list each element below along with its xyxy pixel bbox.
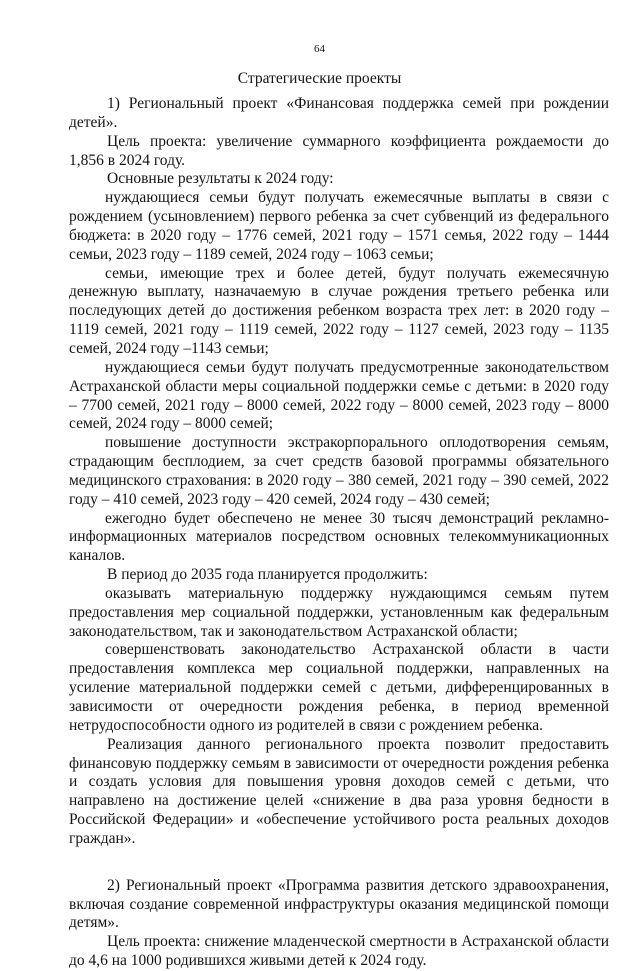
result-advertising: ежегодно будет обеспечено не менее 30 тысяч демонстраций рекламно-информационных материалов посредством основных телекоммуникационных каналов. xyxy=(69,509,609,565)
result-large-family-payments: семьи, имеющие трех и более детей, будут получать ежемесячную денежную выплату, назначаемую в случае рождения третьего ребенка или последующих детей до достижения ребенком возраста трех лет: в 2020 году – 1119 семей, 2021 году – 1119 семей, 2022 году – 1127 семей, 2023 году – 1135 семей, 2024 году –1143 семьи; xyxy=(69,264,609,357)
plan-legislation: совершенствовать законодательство Астраханской области в части предоставления комплекса мер социальной поддержки, направленных на усиление материальной поддержки семей с детьми, дифференцированных в зависимости от очередности рождения ребенка, в период временной нетрудоспособности одного из родителей в связи с рождением ребенка. xyxy=(69,641,609,734)
project-1-goal: Цель проекта: увеличение суммарного коэффициента рождаемости до 1,856 в 2024 году. xyxy=(69,132,609,169)
plans-2035-heading: В период до 2035 года планируется продолжить: xyxy=(107,566,428,584)
plan-material-support: оказывать материальную поддержку нуждающимся семьям путем предоставления мер социальной поддержки, установленным как федеральным законодательством, так и законодательством Астраханской области; xyxy=(69,584,609,640)
project-2-heading: 2) Региональный проект «Программа развития детского здравоохранения, включая создание современной инфраструктуры оказания медицинской помощи детям». xyxy=(69,876,609,932)
section-title: Стратегические проекты xyxy=(237,70,402,87)
results-heading: Основные результаты к 2024 году: xyxy=(107,170,334,188)
project-1-conclusion: Реализация данного регионального проекта позволит предоставить финансовую поддержку семьям в зависимости от очередности рождения ребенка и создать условия для повышения уровня доходов семей с детьми, что направлено на достижение целей «снижение в два раза уровня бедности в Российской Федерации» и «обеспечение устойчивого роста реальных доходов граждан». xyxy=(69,735,609,847)
page-number: 64 xyxy=(314,43,325,55)
result-regional-support: нуждающиеся семьи будут получать предусмотренные законодательством Астраханской области меры социальной поддержки семье с детьми: в 2020 году – 7700 семей, 2021 году – 8000 семей, 2022 году – 8000 семей, 2023 году – 8000 семей, 2024 году – 8000 семей; xyxy=(69,358,609,433)
project-1-heading: 1) Региональный проект «Финансовая поддержка семей при рождении детей». xyxy=(69,95,609,131)
project-2-goal: Цель проекта: снижение младенческой смертности в Астраханской области до 4,6 на 1000 родившихся живыми детей к 2024 году. xyxy=(69,933,609,970)
result-first-child-payments: нуждающиеся семьи будут получать ежемесячные выплаты в связи с рождением (усыновлением) первого ребенка за счет субвенций из федерального бюджета: в 2020 году – 1776 семей, 2021 году – 1571 семья, 2022 году – 1444 семьи, 2023 году – 1189 семей, 2024 году – 1063 семьи; xyxy=(69,189,609,263)
section-spacer xyxy=(69,849,609,877)
result-ivf-access: повышение доступности экстракорпорального оплодотворения семьям, страдающим бесплодием, за счет средств базовой программы обязательного медицинского страхования: в 2020 году – 380 семей, 2021 году – 390 семей, 2022 году – 410 семей, 2023 году – 420 семей, 2024 году – 430 семей; xyxy=(69,434,609,508)
document-body xyxy=(69,95,609,971)
